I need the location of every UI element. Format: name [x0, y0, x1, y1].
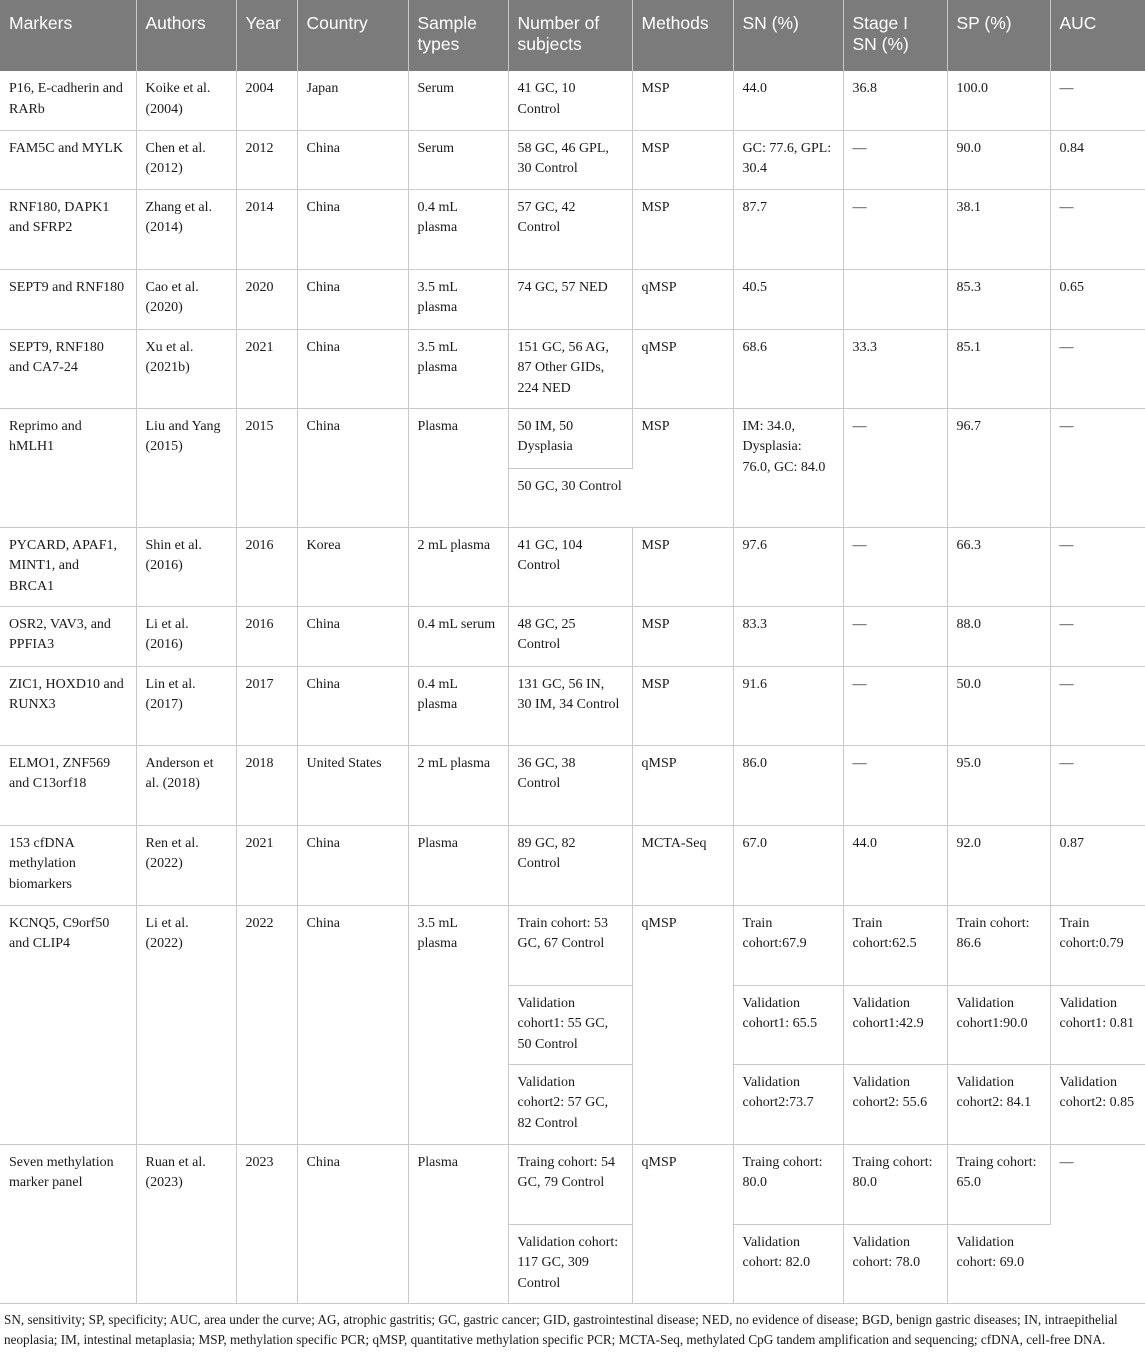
header-sample-types: Sample types [408, 0, 508, 71]
header-stage-i-sn: Stage I SN (%) [843, 0, 947, 71]
cell-sn: IM: 34.0, Dysplasia: 76.0, GC: 84.0 [733, 408, 843, 527]
cell-subjects: 131 GC, 56 IN, 30 IM, 34 Control [508, 666, 632, 745]
cell-markers: 153 cfDNA methylation biomarkers [0, 825, 136, 905]
cell-sn: Validation cohort2:73.7 [733, 1064, 843, 1144]
cell-sp: 88.0 [947, 606, 1050, 666]
cell-sn: 83.3 [733, 606, 843, 666]
cell-stage-i-sn: — [843, 130, 947, 189]
cell-stage-i-sn: — [843, 189, 947, 269]
cell-sn: 91.6 [733, 666, 843, 745]
cell-markers: OSR2, VAV3, and PPFIA3 [0, 606, 136, 666]
cell-methods: MSP [632, 527, 733, 606]
header-row [0, 0, 1145, 71]
cell-auc: Validation cohort2: 0.85 [1050, 1064, 1145, 1144]
cell-authors: Li et al. (2016) [136, 606, 236, 666]
cell-authors: Zhang et al. (2014) [136, 189, 236, 269]
cell-country: United States [297, 745, 408, 825]
table-row [0, 1144, 1145, 1224]
header-authors: Authors [136, 0, 236, 71]
table-row [0, 408, 1145, 468]
cell-markers: ZIC1, HOXD10 and RUNX3 [0, 666, 136, 745]
cell-markers: Reprimo and hMLH1 [0, 408, 136, 527]
cell-authors: Chen et al. (2012) [136, 130, 236, 189]
cell-sp: 90.0 [947, 130, 1050, 189]
cell-markers: RNF180, DAPK1 and SFRP2 [0, 189, 136, 269]
cell-sp: Train cohort: 86.6 [947, 905, 1050, 985]
cell-auc: — [1050, 71, 1145, 130]
table-row [0, 606, 1145, 666]
table-row [0, 71, 1145, 130]
cell-sample-types: 0.4 mL serum [408, 606, 508, 666]
cell-methods: MSP [632, 666, 733, 745]
table-row [0, 329, 1145, 408]
cell-subjects: 57 GC, 42 Control [508, 189, 632, 269]
cell-subjects: 74 GC, 57 NED [508, 269, 632, 329]
cell-country: China [297, 1144, 408, 1303]
cell-sample-types: 2 mL plasma [408, 745, 508, 825]
cell-stage-i-sn: — [843, 745, 947, 825]
cell-auc: — [1050, 408, 1145, 527]
cell-stage-i-sn: Validation cohort1:42.9 [843, 985, 947, 1064]
header-methods: Methods [632, 0, 733, 71]
cell-authors: Liu and Yang (2015) [136, 408, 236, 527]
cell-subjects: 41 GC, 104 Control [508, 527, 632, 606]
cell-stage-i-sn: Validation cohort: 78.0 [843, 1224, 947, 1303]
cell-methods: MCTA-Seq [632, 825, 733, 905]
cell-sn: Validation cohort1: 65.5 [733, 985, 843, 1064]
cell-subjects: 48 GC, 25 Control [508, 606, 632, 666]
cell-auc: Train cohort:0.79 [1050, 905, 1145, 985]
cell-subjects: 50 IM, 50 Dysplasia [508, 408, 632, 468]
cell-stage-i-sn: — [843, 527, 947, 606]
table-body [0, 71, 1145, 1303]
cell-auc: 0.84 [1050, 130, 1145, 189]
header-markers: Markers [0, 0, 136, 71]
cell-sn: 67.0 [733, 825, 843, 905]
cell-sp: Validation cohort1:90.0 [947, 985, 1050, 1064]
cell-auc: Validation cohort1: 0.81 [1050, 985, 1145, 1064]
cell-authors: Lin et al. (2017) [136, 666, 236, 745]
cell-sample-types: 3.5 mL plasma [408, 905, 508, 1144]
cell-markers: FAM5C and MYLK [0, 130, 136, 189]
cell-stage-i-sn: — [843, 408, 947, 527]
cell-authors: Li et al. (2022) [136, 905, 236, 1144]
cell-markers: PYCARD, APAF1, MINT1, and BRCA1 [0, 527, 136, 606]
cell-country: China [297, 329, 408, 408]
table-row [0, 825, 1145, 905]
cell-stage-i-sn: 33.3 [843, 329, 947, 408]
cell-year: 2016 [236, 527, 297, 606]
cell-sn: 40.5 [733, 269, 843, 329]
cell-markers: SEPT9, RNF180 and CA7-24 [0, 329, 136, 408]
cell-sn: 97.6 [733, 527, 843, 606]
cell-sn: Validation cohort: 82.0 [733, 1224, 843, 1303]
cell-sp: 50.0 [947, 666, 1050, 745]
cell-subjects: 36 GC, 38 Control [508, 745, 632, 825]
header-country: Country [297, 0, 408, 71]
cell-subjects: Traing cohort: 54 GC, 79 Control [508, 1144, 632, 1224]
cell-stage-i-sn: Train cohort:62.5 [843, 905, 947, 985]
cell-subjects: 50 GC, 30 Control [508, 468, 632, 527]
cell-sp: 85.1 [947, 329, 1050, 408]
cell-markers: SEPT9 and RNF180 [0, 269, 136, 329]
cell-methods: qMSP [632, 905, 733, 1144]
cell-sn: Traing cohort: 80.0 [733, 1144, 843, 1224]
cell-country: Japan [297, 71, 408, 130]
cell-auc: — [1050, 745, 1145, 825]
cell-sp: 38.1 [947, 189, 1050, 269]
cell-authors: Xu et al. (2021b) [136, 329, 236, 408]
table-footnote: SN, sensitivity; SP, specificity; AUC, area under the curve; AG, atrophic gastritis; GC, gastric cancer; GID, gastrointestinal disease; NED, no evidence of disease; BGD, benign gastric diseases; IN, intraepithelial neoplasia; IM, intestinal metaplasia; MSP, methylation specific PCR; qMSP, quantitative methylation specific PCR; MCTA-Seq, methylated CpG tandem amplification and sequencing; cfDNA, cell-free DNA. [4, 1311, 1118, 1347]
cell-sample-types: 0.4 mL plasma [408, 189, 508, 269]
cell-year: 2014 [236, 189, 297, 269]
cell-subjects: 58 GC, 46 GPL, 30 Control [508, 130, 632, 189]
cell-methods: MSP [632, 71, 733, 130]
cell-auc: — [1050, 527, 1145, 606]
cell-authors: Ruan et al. (2023) [136, 1144, 236, 1303]
cell-year: 2022 [236, 905, 297, 1144]
cell-sp: Validation cohort: 69.0 [947, 1224, 1050, 1303]
header-sn: SN (%) [733, 0, 843, 71]
cell-sample-types: Plasma [408, 408, 508, 527]
cell-sp: 95.0 [947, 745, 1050, 825]
cell-sp: 100.0 [947, 71, 1050, 130]
cell-auc: — [1050, 1144, 1145, 1303]
cell-year: 2017 [236, 666, 297, 745]
cell-stage-i-sn: Validation cohort2: 55.6 [843, 1064, 947, 1144]
cell-methods: qMSP [632, 329, 733, 408]
table-row [0, 527, 1145, 606]
cell-markers: Seven methylation marker panel [0, 1144, 136, 1303]
cell-sp: Traing cohort: 65.0 [947, 1144, 1050, 1224]
cell-country: China [297, 825, 408, 905]
cell-sn: 87.7 [733, 189, 843, 269]
cell-year: 2020 [236, 269, 297, 329]
cell-authors: Shin et al. (2016) [136, 527, 236, 606]
cell-year: 2012 [236, 130, 297, 189]
cell-auc: 0.65 [1050, 269, 1145, 329]
table-row [0, 905, 1145, 985]
cell-sp: 92.0 [947, 825, 1050, 905]
cell-sn: 68.6 [733, 329, 843, 408]
cell-subjects: 89 GC, 82 Control [508, 825, 632, 905]
cell-subjects: Validation cohort: 117 GC, 309 Control [508, 1224, 632, 1303]
cell-year: 2015 [236, 408, 297, 527]
cell-authors: Ren et al. (2022) [136, 825, 236, 905]
cell-markers: ELMO1, ZNF569 and C13orf18 [0, 745, 136, 825]
table-row [0, 745, 1145, 825]
cell-country: China [297, 189, 408, 269]
table-row [0, 189, 1145, 269]
cell-stage-i-sn: — [843, 666, 947, 745]
cell-sn: Train cohort:67.9 [733, 905, 843, 985]
table-row [0, 130, 1145, 189]
header-number-of-subjects: Number of subjects [508, 0, 632, 71]
cell-auc: — [1050, 666, 1145, 745]
cell-sample-types: Plasma [408, 825, 508, 905]
cell-sn: 86.0 [733, 745, 843, 825]
cell-subjects: Validation cohort1: 55 GC, 50 Control [508, 985, 632, 1064]
header-year: Year [236, 0, 297, 71]
cell-stage-i-sn [843, 269, 947, 329]
cell-stage-i-sn: 44.0 [843, 825, 947, 905]
header-auc: AUC [1050, 0, 1145, 71]
cell-methods: MSP [632, 606, 733, 666]
cell-sample-types: Plasma [408, 1144, 508, 1303]
cell-sn: GC: 77.6, GPL: 30.4 [733, 130, 843, 189]
cell-subjects: Validation cohort2: 57 GC, 82 Control [508, 1064, 632, 1144]
cell-year: 2016 [236, 606, 297, 666]
cell-sample-types: 2 mL plasma [408, 527, 508, 606]
cell-subjects: Train cohort: 53 GC, 67 Control [508, 905, 632, 985]
cell-sp: 96.7 [947, 408, 1050, 527]
cell-authors: Koike et al. (2004) [136, 71, 236, 130]
cell-sp: Validation cohort2: 84.1 [947, 1064, 1050, 1144]
cell-sn: 44.0 [733, 71, 843, 130]
cell-country: China [297, 606, 408, 666]
cell-sample-types: Serum [408, 71, 508, 130]
cell-sample-types: Serum [408, 130, 508, 189]
cell-stage-i-sn: — [843, 606, 947, 666]
cell-subjects: 151 GC, 56 AG, 87 Other GIDs, 224 NED [508, 329, 632, 408]
cell-sample-types: 3.5 mL plasma [408, 269, 508, 329]
cell-methods: MSP [632, 189, 733, 269]
cell-country: China [297, 408, 408, 527]
cell-subjects: 41 GC, 10 Control [508, 71, 632, 130]
cell-country: Korea [297, 527, 408, 606]
cell-stage-i-sn: 36.8 [843, 71, 947, 130]
cell-sample-types: 3.5 mL plasma [408, 329, 508, 408]
cell-markers: KCNQ5, C9orf50 and CLIP4 [0, 905, 136, 1144]
header-sp: SP (%) [947, 0, 1050, 71]
cell-methods: MSP [632, 130, 733, 189]
cell-sample-types: 0.4 mL plasma [408, 666, 508, 745]
cell-authors: Cao et al. (2020) [136, 269, 236, 329]
cell-sp: 66.3 [947, 527, 1050, 606]
cell-methods: qMSP [632, 1144, 733, 1303]
cell-markers: P16, E-cadherin and RARb [0, 71, 136, 130]
cell-country: China [297, 269, 408, 329]
cell-country: China [297, 666, 408, 745]
cell-methods: qMSP [632, 269, 733, 329]
cell-methods: MSP [632, 408, 733, 527]
cell-country: China [297, 905, 408, 1144]
cell-year: 2021 [236, 825, 297, 905]
table-row [0, 666, 1145, 745]
cell-year: 2021 [236, 329, 297, 408]
cell-authors: Anderson et al. (2018) [136, 745, 236, 825]
cell-year: 2018 [236, 745, 297, 825]
cell-year: 2023 [236, 1144, 297, 1303]
table-row [0, 269, 1145, 329]
cell-stage-i-sn: Traing cohort: 80.0 [843, 1144, 947, 1224]
cell-country: China [297, 130, 408, 189]
cell-auc: — [1050, 329, 1145, 408]
cell-auc: — [1050, 606, 1145, 666]
cell-methods: qMSP [632, 745, 733, 825]
cell-auc: — [1050, 189, 1145, 269]
cell-sp: 85.3 [947, 269, 1050, 329]
cell-year: 2004 [236, 71, 297, 130]
cell-auc: 0.87 [1050, 825, 1145, 905]
